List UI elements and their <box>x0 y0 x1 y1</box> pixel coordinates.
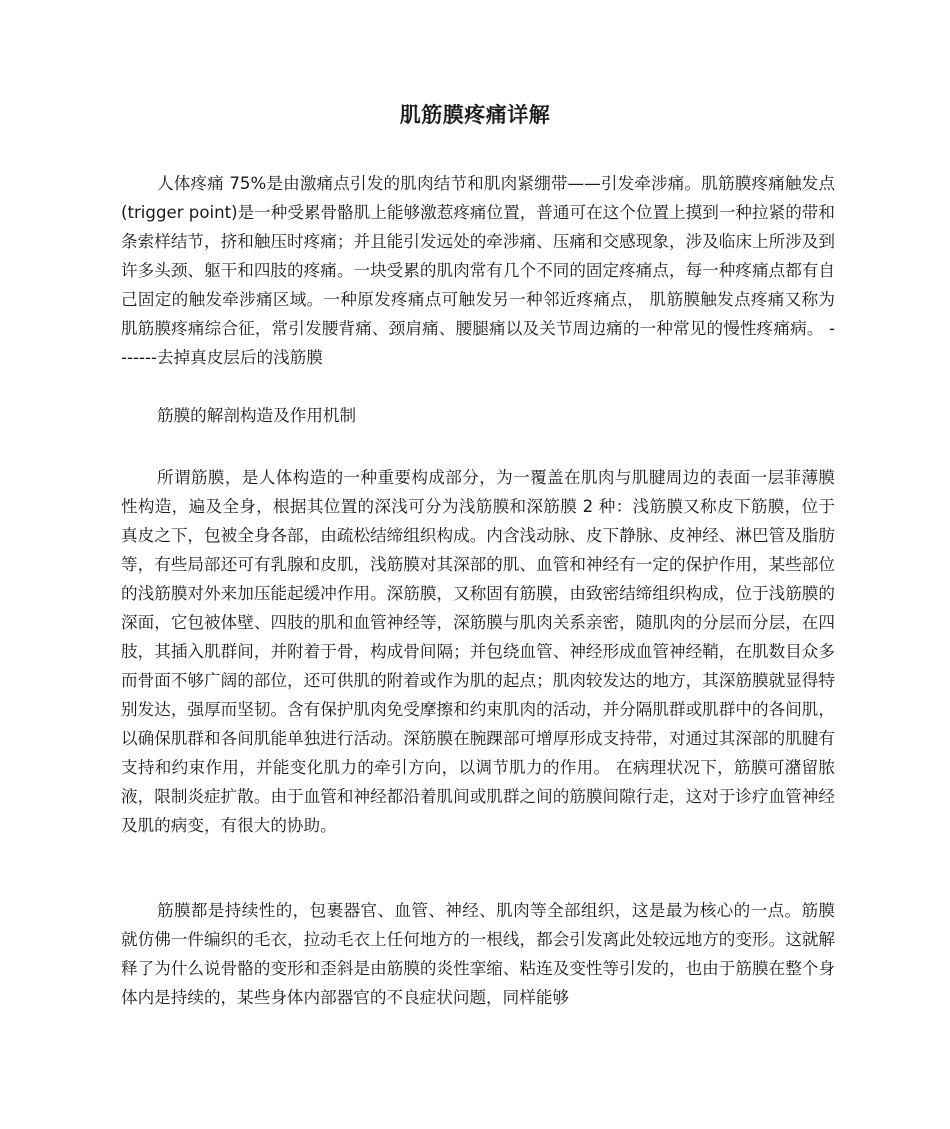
paragraph-fascia-anatomy: 所谓筋膜，是人体构造的一种重要构成部分，为一覆盖在肌肉与肌腱周边的表面一层菲薄膜性构造，遍及全身，根据其位置的深浅可分为浅筋膜和深筋膜 2 种：浅筋膜又称皮下筋膜，位于真皮之下，包被全身各部，由疏松结缔组织构成。内含浅动脉、皮下静脉、皮神经、淋巴管及脂肪等，有些局部还可有乳腺和皮肌，浅筋膜对其深部的肌、血管和神经有一定的保护作用，某些部位的浅筋膜对外来加压能起缓冲作用。深筋膜，又称固有筋膜，由致密结缔组织构成，位于浅筋膜的深面，它包被体壁、四肢的肌和血管神经等，深筋膜与肌肉关系亲密，随肌肉的分层而分层，在四肢，其插入肌群间，并附着于骨，构成骨间隔；并包绕血管、神经形成血管神经鞘，在肌数目众多而骨面不够广阔的部位，还可供肌的附着或作为肌的起点；肌肉较发达的地方，其深筋膜就显得特别发达，强厚而坚韧。含有保护肌肉免受摩擦和约束肌肉的活动，并分隔肌群或肌群中的各间肌，以确保肌群和各间肌能单独进行活动。深筋膜在腕踝部可增厚形成支持带，对通过其深部的肌腱有支持和约束作用，并能变化肌力的牵引方向，以调节肌力的作用。 在病理状况下，筋膜可潴留脓液，限制炎症扩散。由于血管和神经都沿着肌间或肌群之间的筋膜间隙行走，这对于诊疗血管神经及肌的病变，有很大的协助。 <box>121 468 835 835</box>
paragraph-myofascial-pain-intro: 人体疼痛 75%是由激痛点引发的肌肉结节和肌肉紧绷带——引发牵涉痛。肌筋膜疼痛触发点(trigger point)是一种受累骨骼肌上能够激惹疼痛位置，普通可在这个位置上摸到一种拉紧的带和条索样结节，挤和触压时疼痛；并且能引发远处的牵涉痛、压痛和交感现象，涉及临床上所涉及到许多头颈、躯干和四肢的疼痛。一块受累的肌肉常有几个不同的固定疼痛点，每一种疼痛点都有自己固定的触发牵涉痛区域。一种原发疼痛点可触发另一种邻近疼痛点， 肌筋膜触发点疼痛又称为肌筋膜疼痛综合征，常引发腰背痛、颈肩痛、腰腿痛以及关节周边痛的一种常见的慢性疼痛病。 -------去掉真皮层后的浅筋膜 <box>121 174 835 367</box>
section-heading-fascia-anatomy: 筋膜的解剖构造及作用机制 <box>157 406 357 425</box>
document-title: 肌筋膜疼痛详解 <box>399 103 551 127</box>
paragraph-fascia-continuity: 筋膜都是持续性的，包裹器官、血管、神经、肌肉等全部组织，这是最为核心的一点。筋膜就仿佛一件编织的毛衣，拉动毛衣上任何地方的一根线，都会引发离此处较远地方的变形。这就解释了为什么说骨骼的变形和歪斜是由筋膜的炎性挛缩、粘连及变性等引发的，也由于筋膜在整个身体内是持续的，某些身体内部器官的不良症状问题，同样能够 <box>121 901 835 1007</box>
